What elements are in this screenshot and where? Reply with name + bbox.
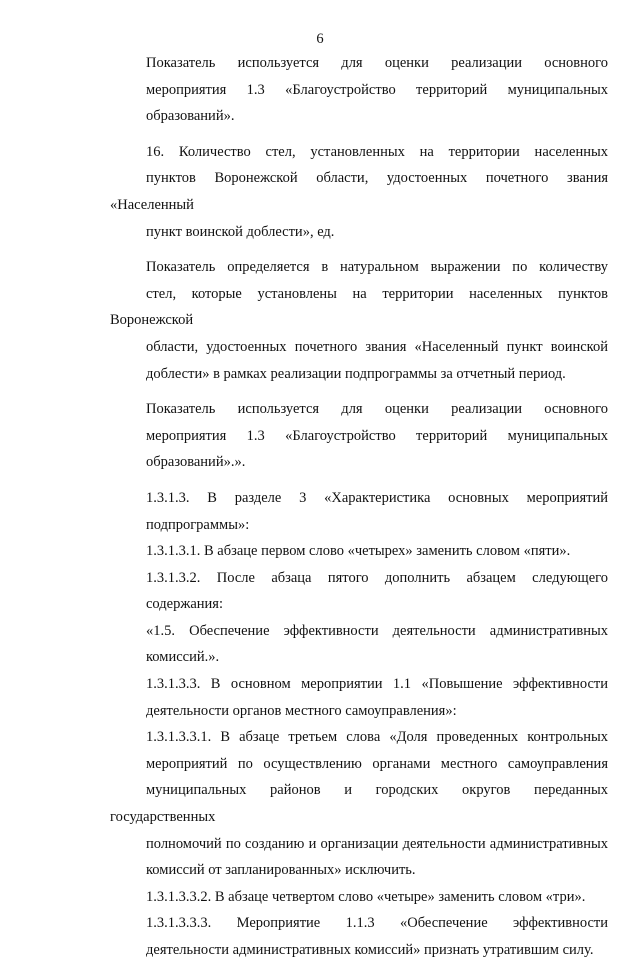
text-line: мероприятия 1.3 «Благоустройство территорий муниципальных: [146, 81, 608, 98]
paragraph-1-3-1-3-3: [110, 671, 608, 724]
paragraph-1-3-1-3-3-2: [110, 884, 608, 911]
paragraph-1-3-1-3: [110, 485, 608, 538]
text-line: Показатель используется для оценки реализации основного: [146, 55, 608, 71]
text-line: Показатель определяется в натуральном выражении по количеству: [146, 259, 608, 276]
document-body: [110, 50, 608, 964]
text-line: 1.3.1.3.3. В основном мероприятии 1.1 «Повышение эффективности: [146, 676, 608, 693]
text-line: комиссий.».: [146, 649, 220, 666]
text-line: «1.5. Обеспечение эффективности деятельности административных: [146, 622, 608, 639]
paragraph-1-3-1-3-1: [110, 538, 608, 565]
paragraph-indicator-usage-1: [110, 50, 608, 130]
text-line: 1.3.1.3. В разделе 3 «Характеристика основных мероприятий: [146, 489, 608, 506]
text-line: муниципальных районов и городских округов переданных государственных: [110, 782, 608, 826]
text-line: стел, которые установлены на территории населенных пунктов Воронежской: [110, 285, 608, 329]
paragraph-1-3-1-3-3-3: [110, 910, 608, 963]
text-line: пункт воинской доблести», ед.: [146, 223, 335, 240]
text-line: комиссий от запланированных» исключить.: [146, 862, 416, 879]
paragraph-indicator-usage-2: [110, 396, 608, 476]
paragraph-1-3-1-3-2: [110, 565, 608, 618]
text-line: деятельности административных комиссий» признать утратившим силу.: [146, 942, 594, 958]
paragraph-indicator-16: [110, 139, 608, 245]
text-line: 16. Количество стел, установленных на территории населенных: [146, 143, 608, 160]
text-line: пунктов Воронежской области, удостоенных почетного звания «Населенный: [110, 170, 608, 213]
text-line: содержания:: [146, 596, 224, 613]
paragraph-indicator-definition: [110, 254, 608, 387]
paragraph-quote-1-5: [110, 618, 608, 671]
text-line: 1.3.1.3.2. После абзаца пятого дополнить абзацем следующего: [146, 569, 608, 586]
text-line: деятельности органов местного самоуправления»:: [146, 702, 457, 719]
text-line: мероприятия 1.3 «Благоустройство территорий муниципальных: [146, 427, 608, 444]
page-number: 6: [316, 31, 324, 47]
text-line: доблести» в рамках реализации подпрограммы за отчетный период.: [146, 365, 566, 382]
text-line: 1.3.1.3.1. В абзаце первом слово «четырех» заменить словом «пяти».: [146, 543, 571, 560]
text-line: 1.3.1.3.3.2. В абзаце четвертом слово «четыре» заменить словом «три».: [146, 888, 586, 905]
text-line: 1.3.1.3.3.3. Мероприятие 1.1.3 «Обеспечение эффективности: [146, 915, 608, 932]
paragraph-1-3-1-3-3-1: [110, 724, 608, 884]
text-line: мероприятий по осуществлению органами местного самоуправления: [146, 755, 608, 772]
text-line: области, удостоенных почетного звания «Населенный пункт воинской: [146, 338, 608, 355]
text-line: образований».».: [146, 454, 246, 471]
text-line: Показатель используется для оценки реализации основного: [146, 401, 608, 418]
text-line: 1.3.1.3.3.1. В абзаце третьем слова «Доля проведенных контрольных: [146, 729, 608, 746]
text-line: образований».: [146, 108, 235, 125]
text-line: подпрограммы»:: [146, 516, 250, 533]
text-line: полномочий по созданию и организации деятельности административных: [146, 835, 608, 852]
